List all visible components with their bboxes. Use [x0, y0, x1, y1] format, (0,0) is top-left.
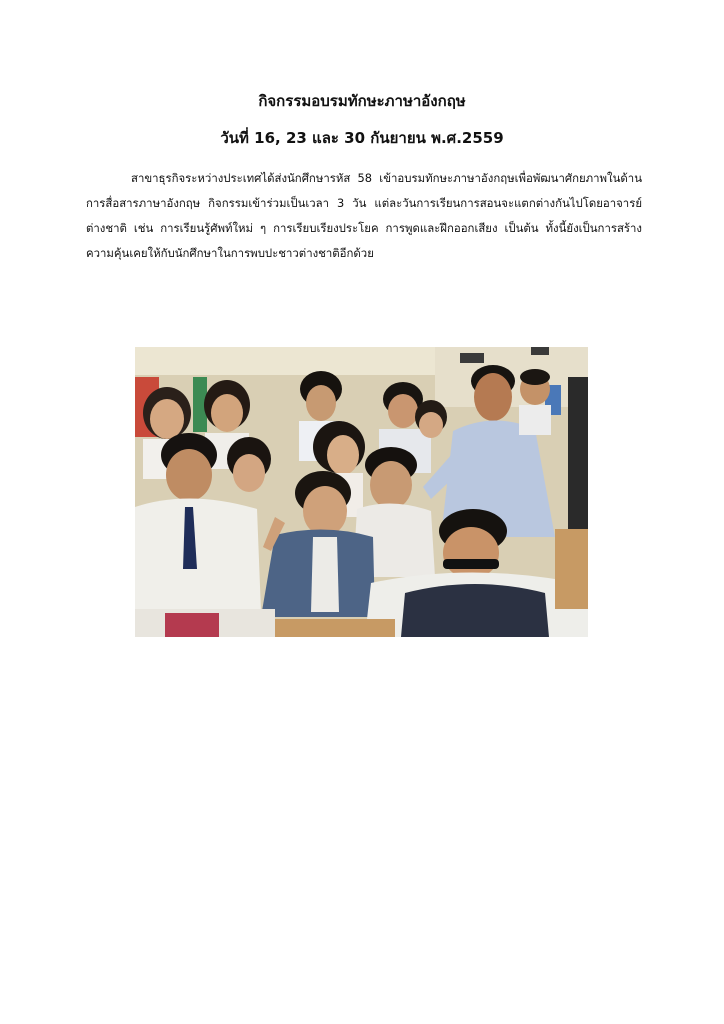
student-bag — [401, 584, 549, 637]
group-photo-illustration — [135, 347, 588, 637]
group-photo — [135, 347, 588, 637]
student-shirt-left — [135, 498, 261, 612]
speaker-icon — [531, 347, 549, 355]
glasses-icon — [443, 559, 499, 569]
doorway — [568, 377, 588, 537]
document-title: กิจกรรมอบรมทักษะภาษาอังกฤษ — [258, 92, 466, 110]
side-desk — [555, 529, 588, 609]
projector-icon — [460, 353, 484, 363]
desk — [275, 619, 395, 637]
pencil-case — [165, 613, 219, 637]
document-date-line: วันที่ 16, 23 และ 30 กันยายน พ.ศ.2559 — [220, 129, 504, 147]
document-paragraph: สาขาธุรกิจระหว่างประเทศได้ส่งนักศึกษารหัส 58 เข้าอบรมทักษะภาษาอังกฤษเพื่อพัฒนาศักยภาพในด้านการสื่อสารภาษาอังกฤษ กิจกรรมเข้าร่วมเป็นเวลา 3 วัน แต่ละวันการเรียนการสอนจะแตกต่างกันไปโดยอาจารย์ต่างชาติ เช่น การเรียนรู้ศัพท์ใหม่ ๆ การเรียบเรียงประโยค การพูดและฝึกออกเสียง เป็นต้น ทั้งนี้ยังเป็นการสร้างความคุ้นเคยให้กับนักศึกษาในการพบปะชาวต่างชาติอีกด้วย — [86, 171, 642, 260]
